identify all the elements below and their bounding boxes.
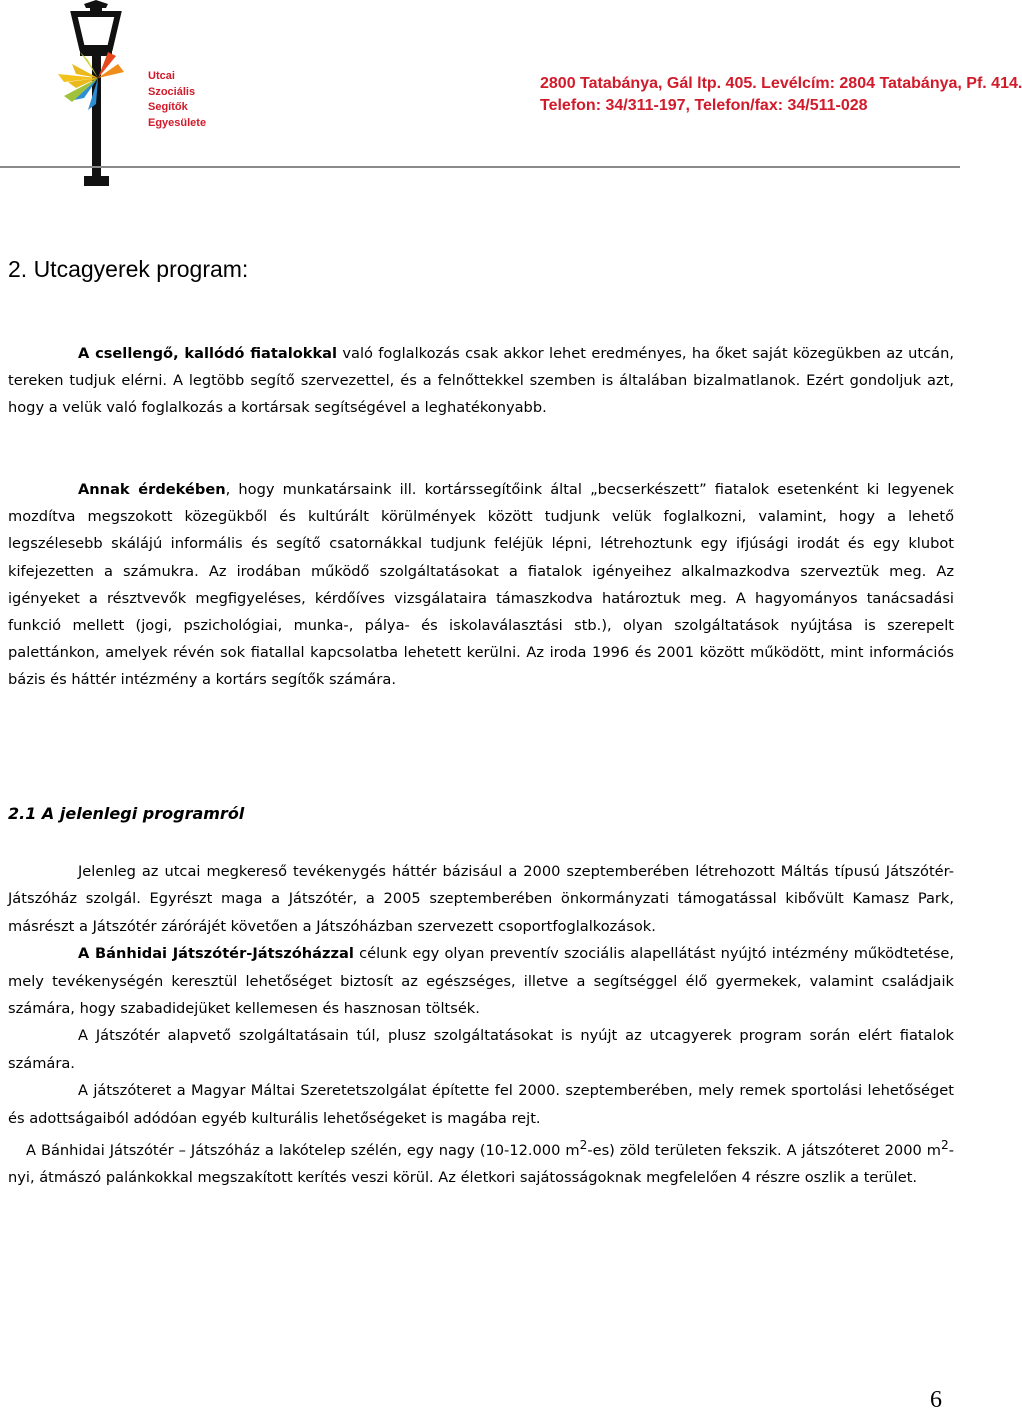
subsection-paragraph-3: A Játszótér alapvető szolgáltatásain túl, plusz szolgáltatásokat is nyújt az utcagyerek program során elért fiatalok számára. [8, 1027, 954, 1072]
address-line-1: 2800 Tatabánya, Gál ltp. 405. Levélcím: 2804 Tatabánya, Pf. 414. [540, 75, 1022, 92]
sp2-bold-lead: A Bánhidai Játszótér-Játszóházzal [78, 945, 354, 963]
sp5-sup-2: 2 [940, 1138, 949, 1153]
sp5-text-a: A Bánhidai Játszótér – Játszóház a lakótelep szélén, egy nagy (10-12.000 m [26, 1141, 580, 1159]
page-number: 6 [930, 1387, 942, 1413]
lamp-sun-logo-icon [44, 0, 154, 190]
subsection-paragraph-5 [8, 1132, 954, 1192]
subsection-paragraph-4: A játszóteret a Magyar Máltai Szeretetszolgálat építette fel 2000. szeptemberében, mely remek sportolási lehetőséget és adottságaiból adódóan egyéb kulturális lehetőségeket is magába rejt. [8, 1082, 954, 1127]
org-name-line: Segítők [148, 101, 188, 113]
sp5-sup-1: 2 [579, 1138, 588, 1153]
sp2-text: célunk egy olyan preventív szociális alapellátást nyújtó intézmény működtetése, mely tevékenységén keresztül lehetőséget biztosít az egészséges, illetve a segítséggel élő gyermekek, valamint családjaik számára, hogy szabadidejüket kellemesen és hasznosan töltsék. [8, 945, 954, 1018]
sp5-text-c: -nyi, átmászó palánkokkal megszakított kerítés veszi körül. Az életkori sajátosságoknak megfelelően 4 részre oszlik a terület. [8, 1141, 954, 1187]
subsection-paragraph-1: Jelenleg az utcai megkereső tevékenygés háttér bázisául a 2000 szeptemberében létrehozott Máltás típusú Játszótér-Játszóház szolgál. Egyrészt maga a Játszótér, a 2005 szeptemberében önkormányzati támogatással kibővült Kamasz Park, másrészt a Játszótér zárórájét követően a Játszóházban szervezett csoportfoglalkozások. [8, 863, 954, 935]
sp5-text-b: -es) zöld területen fekszik. A játszóteret 2000 m [587, 1141, 941, 1159]
section-paragraph-1 [8, 340, 954, 421]
header-divider [0, 166, 960, 168]
p2-text: , hogy munkatársaink ill. kortárssegítőink által „becserkészett” fiatalok esetenként ki legyenek mozdítva megszokott közegükből és kultúrált körülmények között tudjunk velük foglalkozni, valamint, hogy a lehető legszélesebb skálájú informális és segítő csatornákkal tudjunk feléjük lépni, létrehoztunk egy ifjúsági irodát és egy klubot kifejezetten a számukra. Az irodában működő szolgáltatásokat a fiatalok igényeihez alkalmazkodva szerveztük meg. Az igényeket a résztvevők megfigyeléses, kérdőíves vizsgálataira támaszkodva határoztuk meg. A hagyományos tanácsadási funkció mellett (jogi, pszichológiai, munka-, pálya- és iskolaválasztási stb.), olyan szolgáltatások nyújtása is szerepelt palettánkon, amelyek révén sok fiatallal kapcsolatba lehetett kerülni. Az iroda 1996 és 2001 között működött, mint információs bázis és háttér intézmény a kortárs segítők számára. [8, 481, 955, 689]
address-line-2: Telefon: 34/311-197, Telefon/fax: 34/511-028 [540, 97, 868, 114]
subsection-paragraph-2 [8, 940, 954, 1022]
subsection-body [8, 858, 954, 1192]
section-paragraph-2 [8, 476, 954, 694]
subsection-title: 2.1 A jelenlegi programról [8, 804, 245, 823]
org-name-line: Utcai [148, 70, 175, 82]
org-name-line: Egyesülete [148, 116, 207, 129]
header-address [540, 73, 1022, 117]
p2-bold-lead: Annak érdekében [78, 481, 226, 498]
p1-text: való foglalkozás csak akkor lehet eredményes, ha őket saját közegükben az utcán, tereken tudjuk elérni. A legtöbb segítő szervezettel, és a felnőttekkel szemben is általában bizalmatlanok. Ezért gondoljuk azt, hogy a velük való foglalkozás a kortársak segítségével a leghatékonyabb. [8, 345, 954, 416]
org-name [148, 69, 206, 131]
org-name-line: Szociális [148, 85, 196, 98]
p1-bold-lead: A csellengő, kallódó fiatalokkal [78, 345, 338, 362]
section-title: 2. Utcagyerek program: [8, 256, 249, 282]
